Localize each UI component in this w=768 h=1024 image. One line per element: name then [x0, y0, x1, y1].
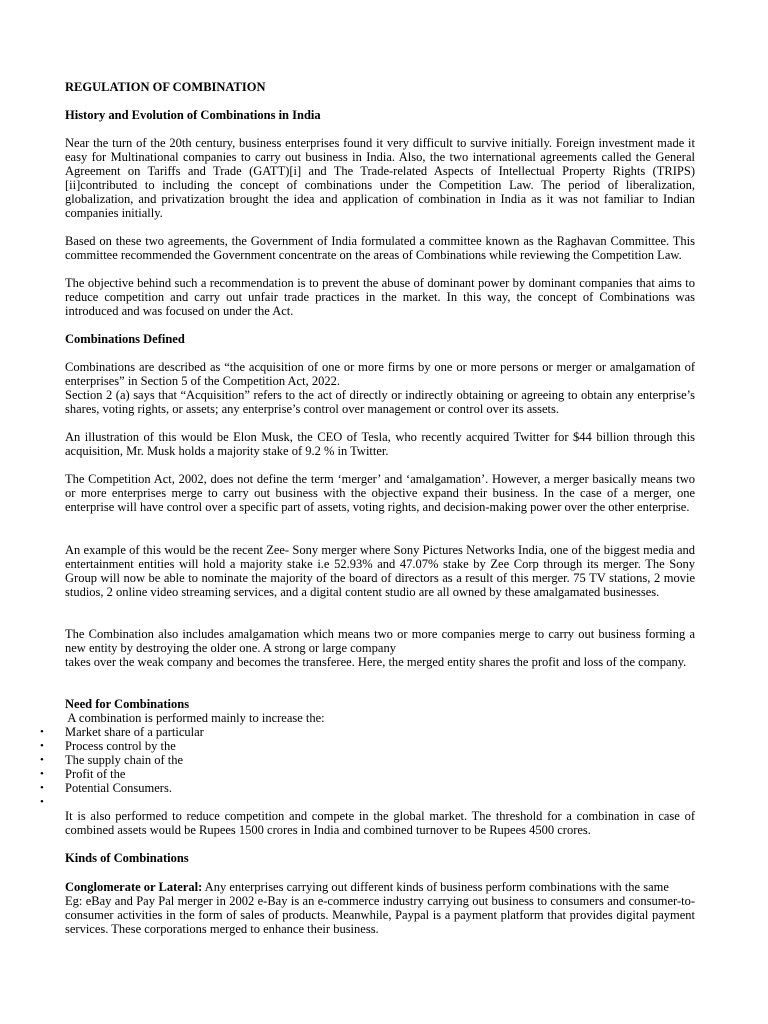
defined-paragraph-2: An illustration of this would be Elon Musk, the CEO of Tesla, who recently acquired Twitter for $44 billion through this acquisition, Mr. Musk holds a majority stake of 9.2 % in Twitter.: [65, 430, 695, 458]
defined-paragraph-1b: Section 2 (a) says that “Acquisition” refers to the act of directly or indirectly obtaining or agreeing to obtain any enterprise’s shares, voting rights, or assets; any enterprise’s control over management or control over its assets.: [65, 388, 695, 416]
defined-paragraph-1a: Combinations are described as “the acquisition of one or more firms by one or more persons or merger or amalgamation of enterprises” in Section 5 of the Competition Act, 2022.: [65, 360, 695, 388]
conglomerate-label: Conglomerate or Lateral:: [65, 880, 203, 894]
bullet-icon: •: [40, 796, 44, 808]
list-item: • Market share of a particular: [40, 725, 204, 739]
history-paragraph-1: Near the turn of the 20th century, business enterprises found it very difficult to survive initially. Foreign investment made it easy for Multinational companies to carry out business in India. Also, the two international agreements called the General Agreement on Tariffs and Trade (GATT)[i] and The Trade-related Aspects of Intellectual Property Rights (TRIPS) [ii]contributed to including the concept of combinations under the Competition Law. The period of liberalization, globalization, and privatization brought the idea and application of combination in India as it was not familiar to Indian companies initially.: [65, 136, 695, 220]
need-bullet-list: [40, 725, 695, 809]
defined-paragraph-5a: The Combination also includes amalgamation which means two or more companies merge to carry out business forming a new entity by destroying the older one. A strong or large company: [65, 627, 695, 655]
defined-paragraph-3: The Competition Act, 2002, does not define the term ‘merger’ and ‘amalgamation’. However, a merger basically means two or more enterprises merge to carry out business with the objective expand their business. In the case of a merger, one enterprise will have control over a specific part of assets, voting rights, and decision-making power over the other enterprise.: [65, 472, 695, 514]
history-heading: History and Evolution of Combinations in India: [65, 108, 321, 122]
conglomerate-text: Any enterprises carrying out different kinds of business perform combinations with the same: [202, 880, 669, 894]
document-title: REGULATION OF COMBINATION: [65, 80, 266, 94]
list-item: • The supply chain of the: [40, 753, 184, 767]
list-item: [40, 795, 695, 809]
bullet-icon: •: [40, 768, 44, 780]
bullet-icon: •: [40, 754, 44, 766]
history-paragraph-2a: Based on these two agreements, the Government of India formulated a committee known as the Raghavan Committee. This committee recommended the Government concentrate on the areas of Combinations while reviewing the Competition Law.: [65, 234, 695, 262]
list-item: • Profit of the: [40, 767, 126, 781]
history-paragraph-2b: The objective behind such a recommendation is to prevent the abuse of dominant power by dominant companies that aims to reduce competition and carry out unfair trade practices in the market. In this way, the concept of Combinations was introduced and was focused on under the Act.: [65, 276, 695, 318]
defined-heading: Combinations Defined: [65, 332, 185, 346]
conglomerate-paragraph: [65, 880, 695, 894]
defined-paragraph-5b: takes over the weak company and becomes the transferee. Here, the merged entity shares the profit and loss of the company.: [65, 655, 687, 669]
bullet-icon: •: [40, 740, 44, 752]
conglomerate-example: Eg: eBay and Pay Pal merger in 2002 e-Bay is an e-commerce industry carrying out business to consumers and consumer-to-consumer activities in the form of sales of products. Meanwhile, Paypal is a payment platform that provides digital payment services. These corporations merged to enhance their business.: [65, 894, 695, 936]
list-item: • Process control by the: [40, 739, 176, 753]
need-intro: A combination is performed mainly to increase the:: [65, 711, 325, 725]
kinds-heading: Kinds of Combinations: [65, 851, 189, 865]
defined-paragraph-4: An example of this would be the recent Zee- Sony merger where Sony Pictures Networks India, one of the biggest media and entertainment entities will hold a majority stake i.e 52.93% and 47.07% stake by Zee Corp through its merger. The Sony Group will now be able to nominate the majority of the board of directors as a result of this merger. 75 TV stations, 2 movie studios, 2 online video streaming services, and a digital content studio are all owned by these amalgamated businesses.: [65, 543, 695, 599]
list-item: • Potential Consumers.: [40, 781, 172, 795]
need-heading: Need for Combinations: [65, 697, 190, 711]
bullet-icon: •: [40, 782, 44, 794]
need-paragraph-1: It is also performed to reduce competition and compete in the global market. The threshold for a combination in case of combined assets would be Rupees 1500 crores in India and combined turnover to be Rupees 4500 crores.: [65, 809, 695, 837]
bullet-icon: •: [40, 726, 44, 738]
